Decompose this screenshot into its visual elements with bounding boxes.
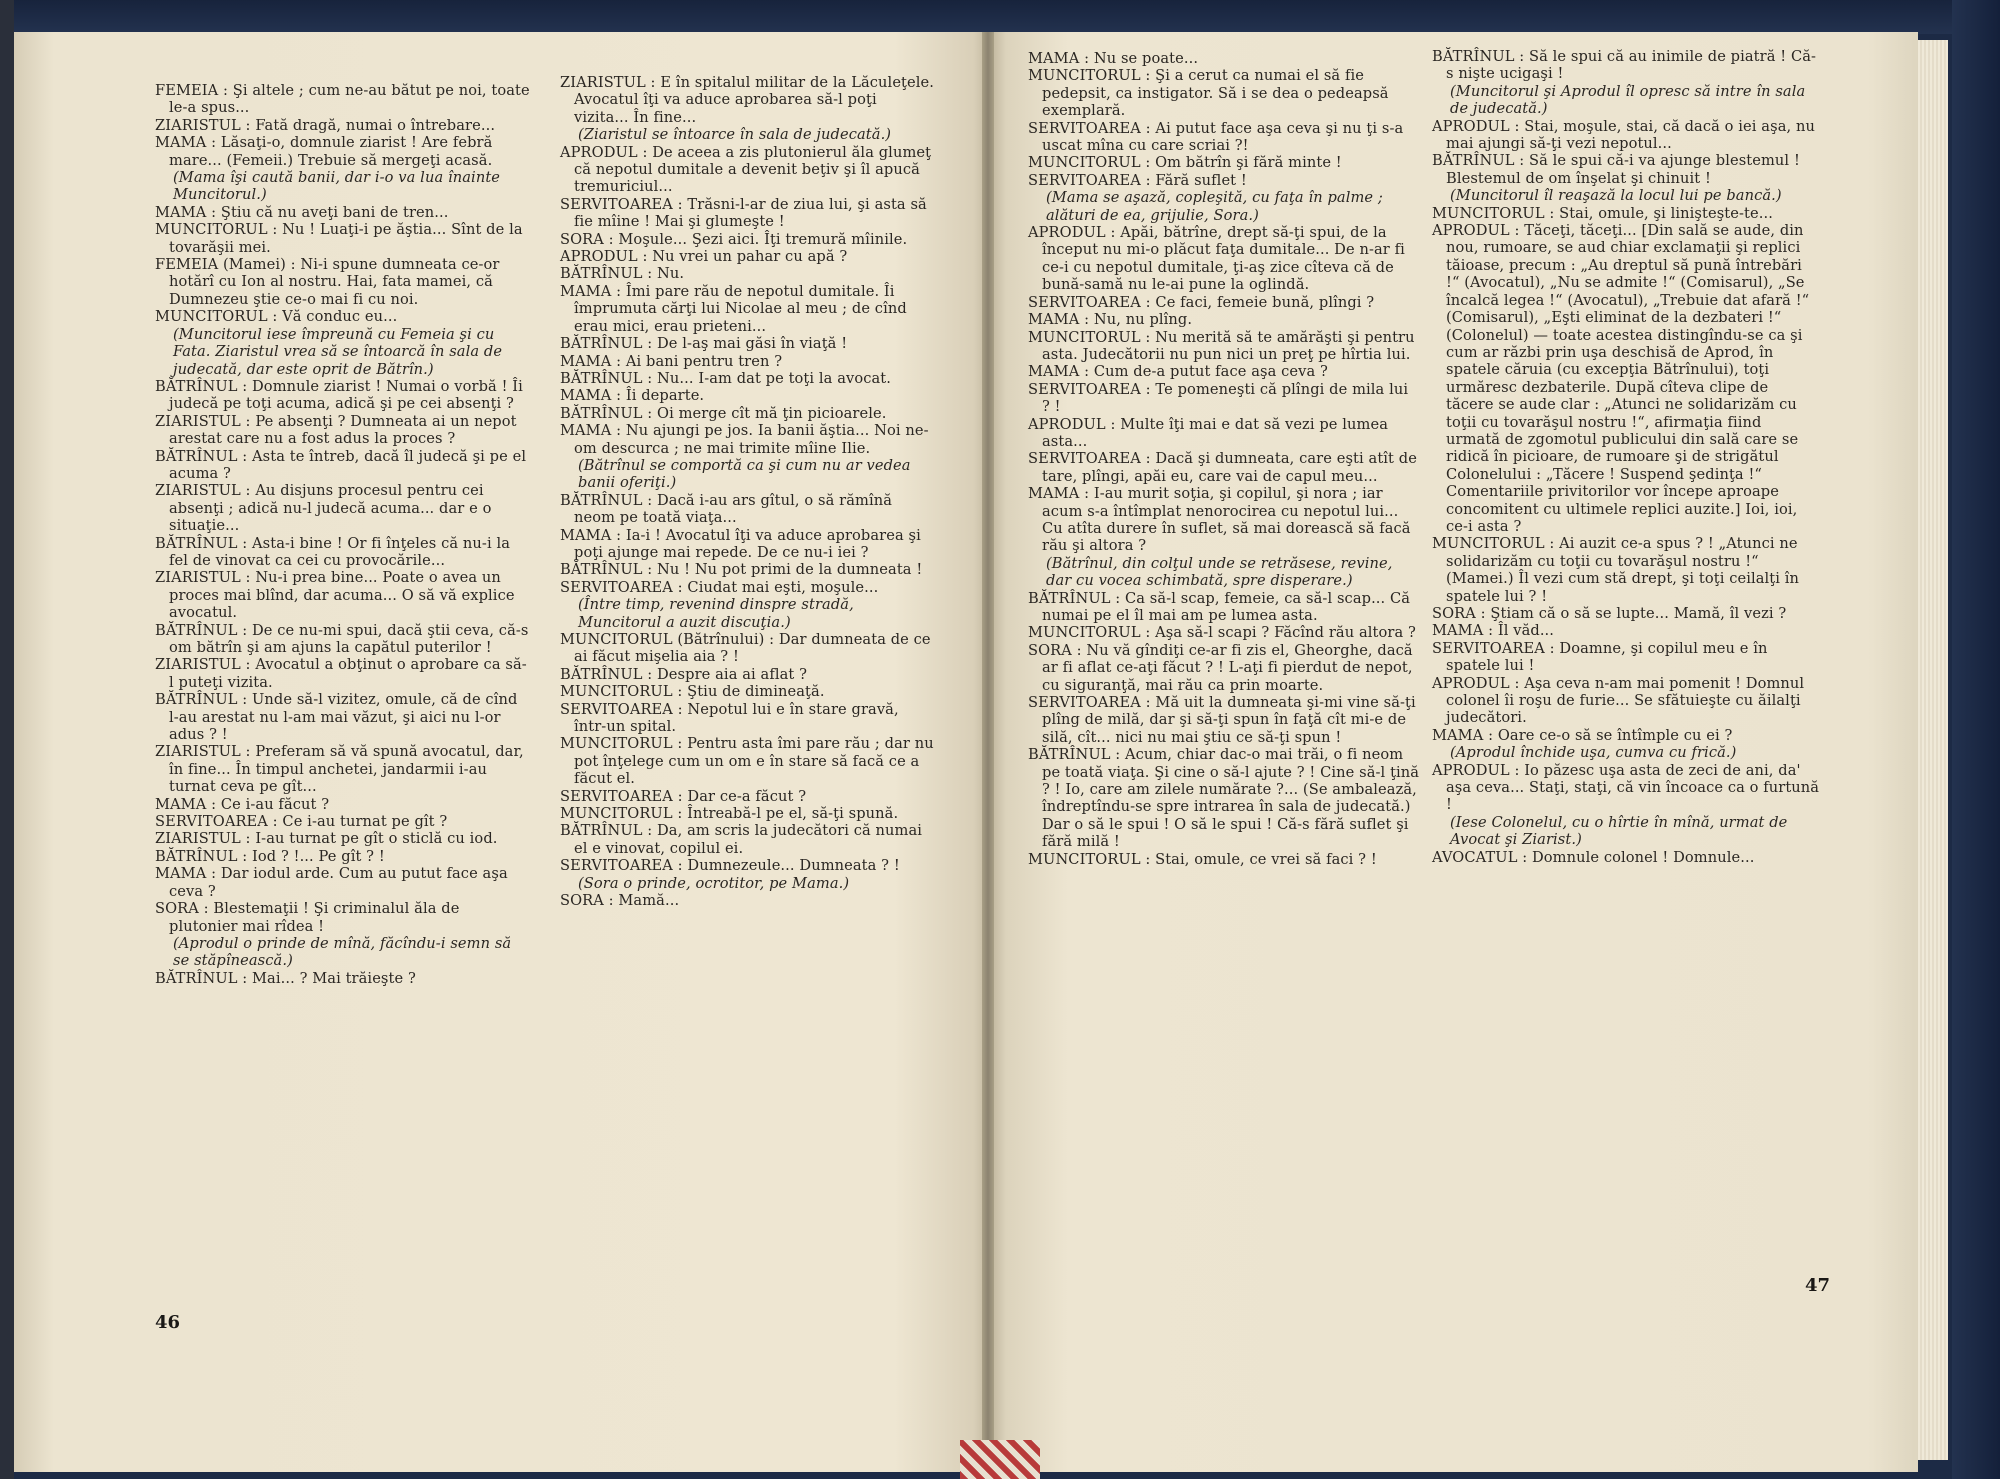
dialogue-line: SERVITOAREA : Doamne, şi copilul meu e în spatele lui ! bbox=[1432, 639, 1768, 675]
dialogue-line: SERVITOAREA : Dumnezeule... Dumneata ? ! bbox=[560, 857, 900, 875]
dialogue-line: MUNCITORUL : Întreabă-l pe el, să-ţi spună. bbox=[560, 805, 899, 823]
dialogue-line: BĂTRÎNUL : Să le spui că-i va ajunge blestemul ! Blestemul de om înşelat şi chinuit ! bbox=[1432, 152, 1800, 187]
right-page-column-1 bbox=[1028, 50, 1420, 868]
dialogue-line: SORA : Nu vă gîndiţi ce-ar fi zis el, Gheorghe, dacă ar fi aflat ce-aţi făcut ? ! L-aţi fi pierdut de nepot, cu siguranţă, mai rău ca prin moarte. bbox=[1028, 641, 1413, 694]
dialogue-line: MAMA : Nu, nu plîng. bbox=[1028, 311, 1193, 329]
dialogue-line: BĂTRÎNUL : Nu. bbox=[560, 265, 685, 283]
dialogue-line: SORA : Moşule... Şezi aici. Îţi tremură mîinile. bbox=[560, 230, 908, 248]
dialogue-line: APRODUL : Multe îţi mai e dat să vezi pe lumea asta... bbox=[1028, 415, 1389, 450]
dialogue-line: BĂTRÎNUL : Ca să-l scap, femeie, ca să-l scap... Că numai pe el îl mai am pe lumea asta. bbox=[1028, 589, 1411, 624]
page-edges bbox=[1918, 40, 1948, 1460]
dialogue-line: BĂTRÎNUL : Asta te întreb, dacă îl judecă şi pe el acuma ? bbox=[155, 447, 527, 482]
dialogue-line: ZIARISTUL : Nu-i prea bine... Poate o avea un proces mai blînd, dar acuma... O să vă explice avocatul. bbox=[155, 569, 515, 622]
stage-direction: (Între timp, revenind dinspre stradă, Muncitorul a auzit discuţia.) bbox=[578, 596, 854, 631]
dialogue-line: ZIARISTUL : Fată dragă, numai o întrebare... bbox=[155, 116, 496, 134]
dialogue-line: APRODUL : De aceea a zis plutonierul ăla glumeţ că nepotul dumitale a devenit beţiv şi îl apucă tremuriciul... bbox=[560, 143, 932, 196]
dialogue-line: MUNCITORUL : Vă conduc eu... bbox=[155, 308, 398, 326]
dialogue-line: BĂTRÎNUL : Acum, chiar dac-o mai trăi, o fi neom pe toată viaţa. Şi cine o să-l ajute ? ! Cine să-l ţină ? ! Io, care am zilele numărate ?... (Se ambalează, îndreptîndu-se spre intrarea în sala de judecată.) Dar o să le spui ! O să le spui ! Că-s fără suflet şi fără milă ! bbox=[1028, 746, 1420, 851]
dialogue-line: MUNCITORUL : Ai auzit ce-a spus ? ! „Atunci ne solidarizăm cu toţii cu tovarăşul nostru !“ (Mamei.) Îl vezi cum stă drept, şi toţi ceilalţi în spatele lui ? ! bbox=[1432, 535, 1800, 605]
dialogue-line: SERVITOAREA : Mă uit la dumneata şi-mi vine să-ţi plîng de milă, dar şi să-ţi spun în faţă cît mi-e de silă, cît... nici nu mai ştiu ce să-ţi spun ! bbox=[1028, 694, 1416, 746]
dialogue-line: MAMA : Ai bani pentru tren ? bbox=[560, 352, 783, 370]
dialogue-line: ZIARISTUL : Pe absenţi ? Dumneata ai un nepot arestat care nu a fost adus la proces ? bbox=[155, 412, 517, 448]
stage-direction: (Bătrînul se comportă ca şi cum nu ar vedea banii oferiţi.) bbox=[578, 456, 911, 492]
dialogue-line: BĂTRÎNUL : Unde să-l vizitez, omule, că de cînd l-au arestat nu l-am mai văzut, şi aici nu l-or adus ? ! bbox=[155, 691, 518, 744]
dialogue-line: MUNCITORUL : Ştiu de dimineaţă. bbox=[560, 683, 825, 701]
dialogue-line: MUNCITORUL (Bătrînului) : Dar dumneata de ce ai făcut mişelia aia ? ! bbox=[560, 631, 931, 666]
bookmark-ribbon bbox=[960, 1440, 1040, 1479]
book-spine bbox=[982, 32, 994, 1472]
stage-direction: (Aprodul o prinde de mînă, făcîndu-i semn să se stăpînească.) bbox=[173, 934, 512, 970]
stage-direction: (Muncitorul îl reaşază la locul lui pe bancă.) bbox=[1450, 187, 1782, 205]
dialogue-line: BĂTRÎNUL : De ce nu-mi spui, dacă ştii ceva, că-s om bătrîn şi am ajuns la capătul puterilor ! bbox=[155, 621, 529, 656]
dialogue-line: SERVITOAREA : Ce i-au turnat pe gît ? bbox=[155, 813, 448, 831]
dialogue-line: MUNCITORUL : Nu merită să te amărăşti şi pentru asta. Judecătorii nu pun nici un preţ pe hîrtia lui. bbox=[1028, 328, 1415, 363]
dialogue-line: MUNCITORUL : Pentru asta îmi pare rău ; dar nu pot înţelege cum un om e în stare să facă ce a făcut el. bbox=[560, 735, 934, 788]
book-cover-top bbox=[0, 0, 2000, 34]
dialogue-line: MAMA : Nu ajungi pe jos. Ia banii ăştia... Noi ne-om descurca ; ne mai trimite mîine Ilie. bbox=[560, 422, 929, 457]
dialogue-line: MAMA : Îl văd... bbox=[1432, 622, 1555, 640]
stage-direction: (Iese Colonelul, cu o hîrtie în mînă, urmat de Avocat şi Ziarist.) bbox=[1450, 813, 1788, 849]
dialogue-line: FEMEIA : Şi altele ; cum ne-au bătut pe noi, toate le-a spus... bbox=[155, 82, 530, 117]
stage-direction: (Aprodul închide uşa, cumva cu frică.) bbox=[1450, 744, 1737, 762]
dialogue-line: SERVITOAREA : Ai putut face aşa ceva şi nu ţi s-a uscat mîna cu care scriai ?! bbox=[1028, 119, 1404, 155]
dialogue-line: MAMA : Ce i-au făcut ? bbox=[155, 795, 330, 813]
dialogue-line: MAMA : Nu se poate... bbox=[1028, 50, 1199, 67]
dialogue-line: MAMA : Îmi pare rău de nepotul dumitale. Îi împrumuta cărţi lui Nicolae al meu ; de cînd erau mici, erau prieteni... bbox=[560, 282, 907, 335]
stage-direction: (Muncitorul iese împreună cu Femeia şi cu Fata. Ziaristul vrea să se întoarcă în sala de judecată, dar este oprit de Bătrîn.) bbox=[173, 325, 503, 378]
dialogue-line: BĂTRÎNUL : Dacă i-au ars gîtul, o să rămînă neom pe toată viaţa... bbox=[560, 491, 893, 527]
dialogue-line: BĂTRÎNUL : Nu ! Nu pot primi de la dumneata ! bbox=[560, 561, 923, 579]
dialogue-line: SERVITOAREA : Ce faci, femeie bună, plîngi ? bbox=[1028, 293, 1375, 311]
dialogue-line: APRODUL : Tăceţi, tăceţi... [Din sală se aude, din nou, rumoare, se aud chiar exclamaţii şi replici tăioase, precum : „Au dreptul să pună întrebări !“ (Avocatul), „Nu se admite !“ (Comisarul), „Se încalcă legea !“ (Avocatul), „Trebuie dat afară !“ (Comisarul), „Eşti eliminat de la dezbateri !“ (Colonelul) — toate acestea distingîndu-se ca şi cum ar răzbi prin uşa deschisă de Aprod, în spatele căruia (cu excepţia Bătrînului), toţi urmăresc dezbaterile. După cîteva clipe de tăcere se aude clar : „Atunci ne solidarizăm cu toţii cu tovarăşul nostru !“, afirmaţia fiind urmată de zgomotul publicului din sală care se ridică în picioare, de rumoare şi de strigătul Colonelului : „Tăcere ! Suspend şedinţa !“ Comentariile privitorilor vor începe aproape concomitent cu ultimele replici auzite.] Ioi, ioi, ce-i asta ? bbox=[1432, 222, 1810, 535]
dialogue-line: BĂTRÎNUL : Nu... I-am dat pe toţi la avocat. bbox=[560, 369, 892, 387]
dialogue-line: MUNCITORUL : Stai, omule, ce vrei să faci ? ! bbox=[1028, 850, 1377, 868]
dialogue-line: BĂTRÎNUL : Să le spui că au inimile de piatră ! Că-s nişte ucigaşi ! bbox=[1432, 48, 1817, 83]
dialogue-line: MUNCITORUL : Nu ! Luaţi-i pe ăştia... Sînt de la tovarăşii mei. bbox=[155, 221, 523, 256]
dialogue-line: MAMA : Ştiu că nu aveţi bani de tren... bbox=[155, 203, 449, 221]
dialogue-line: ZIARISTUL : E în spitalul militar de la Lăculeţele. Avocatul îţi va aduce aprobarea să-l poţi vizita... În fine... bbox=[560, 74, 935, 126]
dialogue-line: MAMA : Îi departe. bbox=[560, 387, 705, 405]
dialogue-line: APRODUL : Apăi, bătrîne, drept să-ţi spui, de la început nu mi-o plăcut faţa dumitale... De n-ar fi ce-i cu nepotul dumitale, ţi-aş zice cîteva că de bună-samă nu le-ai pune la oglindă. bbox=[1028, 224, 1405, 294]
dialogue-line: BĂTRÎNUL : Iod ? !... Pe gît ? ! bbox=[155, 847, 385, 865]
dialogue-line: BĂTRÎNUL : Despre aia ai aflat ? bbox=[560, 665, 808, 683]
page-number-right: 47 bbox=[1805, 1275, 1831, 1296]
dialogue-line: ZIARISTUL : Preferam să vă spună avocatul, dar, în fine... În timpul anchetei, jandarmii i-au turnat ceva pe gît... bbox=[155, 743, 524, 796]
dialogue-line: AVOCATUL : Domnule colonel ! Domnule... bbox=[1432, 848, 1755, 866]
dialogue-line: ZIARISTUL : I-au turnat pe gît o sticlă cu iod. bbox=[155, 830, 498, 848]
dialogue-line: APRODUL : Stai, moşule, stai, că dacă o iei aşa, nu mai ajungi să-ţi vezi nepotul... bbox=[1432, 117, 1815, 153]
dialogue-line: MUNCITORUL : Stai, omule, şi linişteşte-te... bbox=[1432, 204, 1773, 222]
dialogue-line: MAMA : Oare ce-o să se întîmple cu ei ? bbox=[1432, 726, 1733, 744]
dialogue-line: SERVITOAREA : Dacă şi dumneata, care eşti atît de tare, plîngi, apăi eu, care vai de capul meu... bbox=[1028, 450, 1417, 485]
stage-direction: (Mama se aşază, copleşită, cu faţa în palme ; alături de ea, grijulie, Sora.) bbox=[1046, 189, 1383, 224]
dialogue-line: SERVITOAREA : Te pomeneşti că plîngi de mila lui ? ! bbox=[1028, 380, 1409, 416]
right-page-column-2 bbox=[1432, 48, 1820, 866]
dialogue-line: SORA : Ştiam că o să se lupte... Mamă, îl vezi ? bbox=[1432, 605, 1787, 622]
dialogue-line: BĂTRÎNUL : Mai... ? Mai trăieşte ? bbox=[155, 969, 416, 987]
dialogue-line: ZIARISTUL : Au disjuns procesul pentru cei absenţi ; adică nu-l judecă acuma... dar e o situaţie... bbox=[155, 482, 492, 535]
dialogue-line: MUNCITORUL : Aşa să-l scapi ? Făcînd rău altora ? bbox=[1028, 624, 1416, 642]
dialogue-line: FEMEIA (Mamei) : Ni-i spune dumneata ce-or hotărî cu Ion al nostru. Hai, fata mamei, că Dumnezeu ştie ce-o mai fi cu noi. bbox=[155, 256, 500, 308]
stage-direction: (Muncitorul şi Aprodul îl opresc să intre în sala de judecată.) bbox=[1450, 82, 1806, 118]
dialogue-line: MAMA : Cum de-a putut face aşa ceva ? bbox=[1028, 363, 1328, 381]
dialogue-line: BĂTRÎNUL : Domnule ziarist ! Numai o vorbă ! Îi judecă pe toţi acuma, adică şi pe cei absenţi ? bbox=[155, 377, 523, 413]
dialogue-line: SORA : Blestemaţii ! Şi criminalul ăla de plutonier mai rîdea ! bbox=[155, 900, 460, 935]
dialogue-line: SERVITOAREA : Fără suflet ! bbox=[1028, 171, 1247, 189]
dialogue-line: APRODUL : Aşa ceva n-am mai pomenit ! Domnul colonel îi roşu de furie... Se sfătuieşte cu ăilalţi judecători. bbox=[1432, 674, 1805, 727]
dialogue-line: MUNCITORUL : Şi a cerut ca numai el să fie pedepsit, ca instigator. Să i se dea o pedeapsă exemplară. bbox=[1028, 67, 1389, 120]
dialogue-line: MUNCITORUL : Om bătrîn şi fără minte ! bbox=[1028, 154, 1342, 172]
dialogue-line: BĂTRÎNUL : Da, am scris la judecători că numai el e vinovat, copilul ei. bbox=[560, 822, 923, 857]
dialogue-line: MAMA : Dar iodul arde. Cum au putut face aşa ceva ? bbox=[155, 865, 508, 900]
stage-direction: (Sora o prinde, ocrotitor, pe Mama.) bbox=[578, 874, 850, 892]
page-number-left: 46 bbox=[155, 1312, 181, 1333]
book-cover-right bbox=[1952, 0, 2000, 1479]
left-page-column-1 bbox=[155, 82, 530, 987]
dialogue-line: SERVITOAREA : Ciudat mai eşti, moşule... bbox=[560, 578, 879, 596]
stage-direction: (Ziaristul se întoarce în sala de judecată.) bbox=[578, 126, 892, 144]
dialogue-line: APRODUL : Io păzesc uşa asta de zeci de ani, da' aşa ceva... Staţi, staţi, că vin încoace ca o furtună ! bbox=[1432, 761, 1820, 814]
dialogue-line: SERVITOAREA : Nepotul lui e în stare gravă, într-un spital. bbox=[560, 700, 899, 736]
dialogue-line: MAMA : I-au murit soţia, şi copilul, şi nora ; iar acum s-a întîmplat nenorocirea cu nepotul lui... Cu atîta durere în suflet, să mai dorească să facă rău şi altora ? bbox=[1028, 485, 1411, 555]
dialogue-line: BĂTRÎNUL : Asta-i bine ! Or fi înţeles că nu-i la fel de vinovat ca cei cu provocările... bbox=[155, 534, 511, 569]
dialogue-line: SERVITOAREA : Dar ce-a făcut ? bbox=[560, 787, 807, 805]
dialogue-line: APRODUL : Nu vrei un pahar cu apă ? bbox=[560, 248, 848, 266]
dialogue-line: BĂTRÎNUL : Oi merge cît mă ţin picioarele. bbox=[560, 404, 887, 422]
dialogue-line: BĂTRÎNUL : De l-aş mai găsi în viaţă ! bbox=[560, 335, 848, 353]
stage-direction: (Bătrînul, din colţul unde se retrăsese, revine, dar cu vocea schimbată, spre disperare.) bbox=[1046, 554, 1393, 590]
dialogue-line: ZIARISTUL : Avocatul a obţinut o aprobare ca să-l puteţi vizita. bbox=[155, 656, 527, 691]
dialogue-line: SORA : Mamă... bbox=[560, 892, 680, 910]
book-cover-left bbox=[0, 0, 14, 1479]
dialogue-line: MAMA : Lăsaţi-o, domnule ziarist ! Are febră mare... (Femeii.) Trebuie să mergeţi acasă. bbox=[155, 134, 493, 169]
stage-direction: (Mama îşi caută banii, dar i-o va lua înainte Muncitorul.) bbox=[173, 169, 501, 204]
dialogue-line: MAMA : Ia-i ! Avocatul îţi va aduce aprobarea şi poţi ajunge mai repede. De ce nu-i iei ? bbox=[560, 526, 921, 561]
dialogue-line: SERVITOAREA : Trăsni-l-ar de ziua lui, şi asta să fie mîine ! Mai şi glumeşte ! bbox=[560, 195, 927, 231]
left-page-column-2 bbox=[560, 74, 935, 910]
